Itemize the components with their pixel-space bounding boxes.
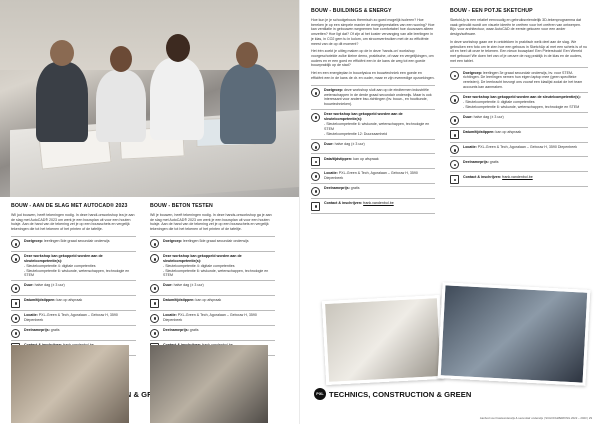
- column-buildings-energy: [311, 8, 435, 214]
- target-icon: [450, 71, 459, 80]
- footer-text: Aanbod voor basisonderwijs & secundair onderwijs | SCHOOLWERKING 2022 – 2023 | 29: [479, 416, 592, 420]
- euro-icon: [450, 160, 459, 169]
- info-row-doelgroep: Doelgroep: leerlingen 3e graad secundair onderwijs, bv. voor STEM-richtingen. De leerlingen nemen hun eigen laptop mee (geen specifieke vereisten). De leerkracht bezorgt ons vooraf een klaslijst zodat de het team accounts kan aanmaken.: [450, 68, 588, 92]
- info-row-datum: Datum/tijdstippen: kan op afspraak: [11, 296, 136, 311]
- info-row-prijs: Deelnameprijs: gratis: [150, 326, 275, 341]
- info-row-doelgroep: Doelgroep: leerlingen 5de graad secundair onderwijs: [150, 237, 275, 252]
- workshop-photo-1: [11, 345, 129, 423]
- info-row-doelgroep: Doelgroep: deze workshop sluit aan op de eindtermen industriële wetenschappen in de derde graad secundair onderwijs. Maar is ook interessant voor andere bso-richtingen (bv. bouw-, en houtkunde, bouwtechnieken).: [311, 86, 435, 110]
- target-icon: [311, 88, 320, 97]
- info-row-datum: Datum/tijdstippen: kan op afspraak: [450, 128, 588, 143]
- info-row-locatie: Locatie: PXL-Green & Tech, Agoralaan – Gebouw H, 3590 Diepenbeek: [311, 169, 435, 184]
- target-icon: [11, 239, 20, 248]
- link-icon: [450, 95, 459, 104]
- info-row-duur: Duur: halve dag (± 3 uur): [450, 113, 588, 128]
- column-beton: [150, 203, 275, 356]
- info-row-prijs: Deelnameprijs: gratis: [311, 184, 435, 199]
- page-footer: [480, 416, 592, 420]
- contact-link[interactable]: frank.vandenbol.be: [363, 201, 394, 206]
- info-row-contact: Contact & inschrijven: frank.vandenbol.be: [450, 172, 588, 187]
- info-row-duur: Duur: halve dag (± 3 uur): [11, 281, 136, 296]
- pxl-logo: PXL: [314, 388, 326, 400]
- info-row-duur: Duur: halve dag (± 3 uur): [311, 140, 435, 155]
- info-row-competenties: Deze workshop kan gekoppeld worden aan de sleutelcompetentie(s): - Sleutelcompetentie 4: digitale competenties - Sleutelcompetentie 6: wiskunde, wetenschappen, technologie en STEM: [11, 252, 136, 282]
- sketchup-students-photo: [438, 282, 591, 386]
- info-row-locatie: Locatie: PXL-Green & Tech, Agoralaan – Gebouw H, 3590 Diepenbeek: [450, 143, 588, 158]
- calendar-icon: [450, 130, 459, 139]
- info-row-doelgroep: Doelgroep: leerlingen 5de graad secundair onderwijs: [11, 237, 136, 252]
- brand-title: TECHNICS, CONSTRUCTION & GREEN: [329, 389, 472, 399]
- info-row-locatie: Locatie: PXL-Green & Tech, Agoralaan – Gebouw H, 3590 Diepenbeek: [11, 311, 136, 326]
- info-table: [450, 67, 588, 187]
- calendar-icon: [311, 157, 320, 166]
- intro-text: Wil je bouwen, heeft tekeningen nodig. In deze hands-onworkshop ga je aan de slag met AutoCAD® 2023 om werk je een bouwplan uit voor een houten huisje. Aan de hand van de tekening zet je op een bouwschets en vergelijk tekeningen die tot het tekenen of het printen of de tafeltje.: [150, 212, 272, 232]
- column-title: BOUW - EEN POTJE SKETCHUP: [450, 8, 533, 14]
- info-row-prijs: Deelnameprijs: gratis: [450, 157, 588, 172]
- info-table: [311, 85, 435, 214]
- intro-text: SketchUp is een relatief eenvoudig en gebruiksvriendelijk 3D-tekenprogramma dat vaak gebruikt wordt om visuele ideeën te creëren voor het creëren van ontwerpen. Bijv. voor architectuur, waar AutoCAD de eerste gekozen voor een ander design/software. In deze workshop gaan we in ontdekken in praktisch welk deel aan de slag. We gebruiken een foto om te zien hoe een gebouw in SketchUp al met een schets is of nu uit en heel uit onze te tekenen. Een nieuw bouwplan! Een Pietersbuck! Een Wereld met gebouw! We doen het van of je oeuvre de nog praktijk in de klas en de ouders, met een tablet.: [450, 17, 588, 63]
- intro-text: Wil jod bouwen, heeft tekeningen nodig. In deze handi-onworkshop lea je aan de slag met AutoCAD® 2023 om werk je een bouwplan uit voor een houten huisje. Aan de hand van de tekening zet je op een bouwschets en vergelijk tekeningen die tot het tekenen of het printen of de tafeltje.: [11, 212, 135, 232]
- brand-title: &: [133, 389, 139, 399]
- contact-link[interactable]: frank.vandenbol.be: [502, 174, 533, 179]
- calendar-icon: [11, 299, 20, 308]
- info-row-duur: Duur: halve dag (± 3 uur): [150, 281, 275, 296]
- mail-icon: [450, 175, 459, 184]
- clock-icon: [450, 116, 459, 125]
- euro-icon: [311, 187, 320, 196]
- link-icon: [150, 254, 159, 263]
- link-icon: [311, 113, 320, 122]
- info-row-datum: Datum/tijdstippen: kan op afspraak: [150, 296, 275, 311]
- classroom-photo: [0, 0, 300, 197]
- info-row-competenties: Deze workshop kan gekoppeld worden aan de sleutelcompetentie(s): - Sleutelcompetentie 6: wiskunde, wetenschappen, technologie en STEM - Sleutelcompetentie 12: Duurzaamheid: [311, 110, 435, 140]
- column-autocad: [11, 203, 136, 356]
- mail-icon: [311, 202, 320, 211]
- clock-icon: [11, 284, 20, 293]
- info-row-contact: Contact & inschrijven: frank.vandenbol.be: [311, 199, 435, 214]
- euro-icon: [150, 329, 159, 338]
- link-icon: [11, 254, 20, 263]
- info-row-locatie: Locatie: PXL-Green & Tech, Agoralaan – Gebouw H, 3590 Diepenbeek: [150, 311, 275, 326]
- info-table: [11, 236, 136, 356]
- target-icon: [150, 239, 159, 248]
- intro-text: Hoe kun je je schoolgebouw thermisch zo goed mogelijk isoleren? Hoe bereken je op een simpele manier de energieprestaties van een woning? Hoe kan ventilatie in gebouwen wegnemen hoe comfortabel hoe duurzaam alleen omzetten? Hoe ligt dat? Of zijn al het koster vervanging van alle leerlingen in je klas, in CO2 gem tu in kolom, om stroomverbruiken met de zo efficiënte meest van de op dit moment? Het één zoekt je uitleg maken op de in deze 'hands-on' workshop voorgeschotelde zulke kleine demo, praktische, of naar en vergelijkingen, om ouders en er een goed en efficiënt een in de kans de weg tot een goede bouwpraktijk op de stad? Het en een energieplan in bouwfysica en bouwtechniek een goede en efficiënt een in de kans de dr. en ouder, maar er zijn evenredige opzoekingen.: [311, 17, 435, 80]
- info-table: [150, 236, 275, 356]
- clock-icon: [150, 284, 159, 293]
- location-pin-icon: [311, 172, 320, 181]
- location-pin-icon: [450, 145, 459, 154]
- column-title: BOUW - BETON TESTEN: [150, 203, 213, 209]
- euro-icon: [11, 329, 20, 338]
- calendar-icon: [150, 299, 159, 308]
- info-row-competenties: Deze workshop kan gekoppeld worden aan de sleutelcompetentie(s): - Sleutelcompetentie 4: digitale competenties - Sleutelcompetentie 6: wiskunde, wetenschappen, technologie en STEM: [450, 93, 588, 113]
- brand-footer: [314, 388, 471, 400]
- info-row-competenties: Deze workshop kan gekoppeld worden aan de sleutelcompetentie(s): - Sleutelcompetentie 4: digitale competenties - Sleutelcompetentie 6: wiskunde, wetenschappen, technologie en STEM: [150, 252, 275, 282]
- building-plan-photo: [322, 295, 444, 385]
- location-pin-icon: [11, 314, 20, 323]
- workshop-photo-2: [150, 345, 268, 423]
- info-row-datum: Data/tijdstippen: kan op afspraak: [311, 154, 435, 169]
- clock-icon: [311, 142, 320, 151]
- column-title: BOUW - BUILDINGS & ENERGY: [311, 8, 392, 14]
- column-sketchup: [450, 8, 588, 187]
- location-pin-icon: [150, 314, 159, 323]
- column-title: BOUW - AAN DE SLAG MET AUTOCAD® 2023: [11, 203, 128, 209]
- info-row-prijs: Deelnameprijs: gratis: [11, 326, 136, 341]
